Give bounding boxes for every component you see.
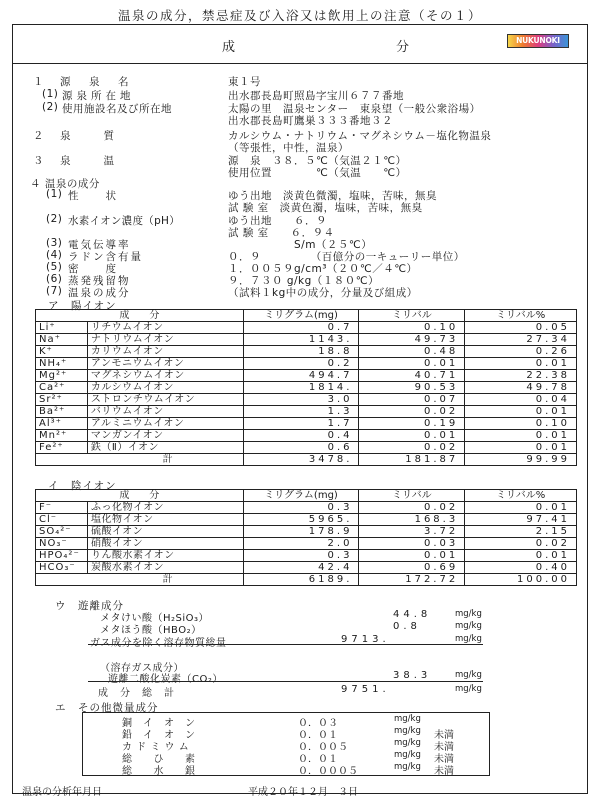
- mg-value: 0.7: [243, 322, 359, 334]
- mval-value: 0.01: [359, 430, 465, 442]
- table-row: [36, 346, 577, 358]
- ion-symbol: Mn²⁺: [36, 430, 88, 442]
- mval-pct-value: 0.01: [465, 442, 577, 454]
- ion-name: カリウムイオン: [87, 346, 243, 358]
- item-label: 泉 温: [60, 155, 118, 167]
- trace-unit: mg/kg: [394, 762, 421, 772]
- mval-value: 40.71: [359, 370, 465, 382]
- mg-value: 0.4: [243, 430, 359, 442]
- total-mg: 6189.: [243, 574, 359, 586]
- ion-symbol: Fe²⁺: [36, 442, 88, 454]
- table-row: [36, 514, 577, 526]
- ion-name: ナトリウムイオン: [87, 334, 243, 346]
- composition-value: S/m（２５℃）: [228, 239, 373, 251]
- header-mval-pct: ミリバル%: [465, 490, 577, 502]
- total-mval-pct: 99.99: [465, 454, 577, 466]
- header-mval: ミリバル: [359, 490, 465, 502]
- gas-underline: [88, 681, 483, 682]
- mval-value: 0.69: [359, 562, 465, 574]
- composition-no: (7): [46, 285, 63, 297]
- table-row: [36, 394, 577, 406]
- mval-pct-value: 0.10: [465, 418, 577, 430]
- ion-symbol: HCO₃⁻: [36, 562, 88, 574]
- mg-value: 18.8: [243, 346, 359, 358]
- mg-value: 1143.: [243, 334, 359, 346]
- header-text: [222, 36, 412, 55]
- item-label: 源泉所在地: [62, 90, 135, 102]
- cation-title: ア 陽イオン: [48, 300, 117, 312]
- item-value: カルシウム・ナトリウム・マグネシウム－塩化物温泉: [228, 130, 492, 142]
- free-underline: [88, 644, 483, 645]
- footer-label: 温泉の分析年月日: [22, 787, 102, 798]
- trace-note: 未満: [434, 742, 454, 753]
- table-row: [36, 322, 577, 334]
- header-left: 成: [222, 40, 238, 55]
- anion-table: [35, 489, 577, 586]
- free-label: ガス成分を除く溶存物質総量: [90, 638, 227, 649]
- mval-pct-value: 0.01: [465, 430, 577, 442]
- table-row: [36, 334, 577, 346]
- item-value: （等張性，中性，温泉）: [228, 142, 349, 154]
- mval-pct-value: 0.04: [465, 394, 577, 406]
- composition-no: (3): [46, 237, 63, 249]
- trace-value: ０．００５: [298, 742, 348, 753]
- mg-value: 5965.: [243, 514, 359, 526]
- mval-value: 0.10: [359, 322, 465, 334]
- item-label: 使用施設名及び所在地: [62, 103, 172, 115]
- header-component: 成 分: [36, 310, 244, 322]
- total-row: [36, 454, 577, 466]
- ion-symbol: Ba²⁺: [36, 406, 88, 418]
- gas-unit: mg/kg: [455, 670, 482, 680]
- composition-value: 試 験 室 淡黄色濁，塩味，苦味，無臭: [228, 202, 423, 214]
- free-unit: mg/kg: [455, 621, 482, 631]
- item-value: 使用位置 ℃（気温 ℃）: [228, 167, 407, 179]
- mval-pct-value: 0.02: [465, 538, 577, 550]
- gas-label: 遊離二酸化炭素（CO₂）: [108, 674, 223, 685]
- item-value: 太陽の里 温泉センター 東泉望（一般公衆浴場）: [228, 103, 481, 115]
- trace-note: 未満: [434, 766, 454, 777]
- total-mval-pct: 100.00: [465, 574, 577, 586]
- ion-symbol: Cl⁻: [36, 514, 88, 526]
- table-header: [36, 310, 577, 322]
- table-row: [36, 526, 577, 538]
- ion-symbol: Na⁺: [36, 334, 88, 346]
- mval-value: 0.19: [359, 418, 465, 430]
- header-mval: ミリバル: [359, 310, 465, 322]
- item-label: 泉 質: [60, 130, 118, 142]
- ion-symbol: K⁺: [36, 346, 88, 358]
- total-label: 計: [36, 454, 244, 466]
- trace-unit: mg/kg: [394, 714, 421, 724]
- trace-value: ０．０３: [298, 718, 338, 729]
- composition-value: ゆう出地 ６．９: [228, 215, 327, 227]
- ion-name: アンモニウムイオン: [87, 358, 243, 370]
- mval-pct-value: 27.34: [465, 334, 577, 346]
- total-value: 9751.: [341, 684, 390, 695]
- composition-label: 水素イオン濃度（pH）: [68, 215, 181, 227]
- ion-name: アルミニウムイオン: [87, 418, 243, 430]
- free-value: 0.8: [393, 621, 421, 632]
- mg-value: 178.9: [243, 526, 359, 538]
- mval-pct-value: 97.41: [465, 514, 577, 526]
- trace-value: ０．０００５: [298, 766, 358, 777]
- composition-value: １．００５９g/cm³（２０℃／４℃）: [228, 263, 418, 275]
- page-title: 温泉の成分，禁忌症及び入浴又は飲用上の注意（その１）: [117, 8, 482, 23]
- composition-label: 蒸発残留物: [68, 275, 131, 287]
- ion-name: ふっ化物イオン: [87, 502, 243, 514]
- table-row: [36, 430, 577, 442]
- free-title: ウ 遊離成分: [55, 600, 124, 612]
- ion-symbol: Al³⁺: [36, 418, 88, 430]
- composition-no: (6): [46, 273, 63, 285]
- ion-symbol: SO₄²⁻: [36, 526, 88, 538]
- table-header: [36, 490, 577, 502]
- mval-value: 3.72: [359, 526, 465, 538]
- table-row: [36, 358, 577, 370]
- ion-symbol: NH₄⁺: [36, 358, 88, 370]
- mg-value: 1.3: [243, 406, 359, 418]
- mg-value: 1.7: [243, 418, 359, 430]
- mg-value: 494.7: [243, 370, 359, 382]
- mval-value: 49.73: [359, 334, 465, 346]
- gas-value: 38.3: [393, 670, 432, 681]
- item-no: (2): [42, 101, 59, 113]
- mval-pct-value: 0.01: [465, 358, 577, 370]
- composition-value: 試 験 室 ６．９４: [228, 227, 335, 239]
- composition-label: 密 度: [68, 263, 118, 275]
- composition-label: 電気伝導率: [68, 239, 131, 251]
- ion-name: リチウムイオン: [87, 322, 243, 334]
- item-no: (1): [42, 88, 59, 100]
- composition-no: (2): [46, 213, 63, 225]
- other-title: エ その他微量成分: [55, 702, 159, 714]
- trace-label: 銅 イ オ ン: [122, 718, 196, 729]
- table-row: [36, 418, 577, 430]
- free-unit: mg/kg: [455, 609, 482, 619]
- header-component: 成 分: [36, 490, 244, 502]
- table-row: [36, 538, 577, 550]
- item-value: 東１号: [228, 76, 261, 88]
- ion-name: マンガンイオン: [87, 430, 243, 442]
- table-row: [36, 562, 577, 574]
- composition-label: 性 状: [68, 190, 118, 202]
- mval-value: 0.02: [359, 442, 465, 454]
- trace-label: 鉛 イ オ ン: [122, 730, 196, 741]
- composition-value: ９．７３０ g/kg（１８０℃）: [228, 275, 380, 287]
- total-mg: 3478.: [243, 454, 359, 466]
- mval-pct-value: 0.40: [465, 562, 577, 574]
- total-mval: 172.72: [359, 574, 465, 586]
- mg-value: 2.0: [243, 538, 359, 550]
- trace-label: カ ド ミ ウ ム: [122, 742, 190, 753]
- header-mg: ミリグラム(mg): [243, 490, 359, 502]
- ion-symbol: Li⁺: [36, 322, 88, 334]
- free-label: メタけい酸（H₂SiO₃）: [100, 613, 210, 624]
- trace-note: 未満: [434, 754, 454, 765]
- mval-pct-value: 0.01: [465, 502, 577, 514]
- composition-value: ゆう出地 淡黄色微濁，塩味，苦味，無臭: [228, 190, 437, 202]
- ion-name: りん酸水素イオン: [87, 550, 243, 562]
- mval-value: 0.01: [359, 358, 465, 370]
- total-label: 成 分 総 計: [98, 688, 175, 699]
- table-row: [36, 442, 577, 454]
- ion-symbol: F⁻: [36, 502, 88, 514]
- ion-name: カルシウムイオン: [87, 382, 243, 394]
- ion-name: ストロンチウムイオン: [87, 394, 243, 406]
- composition-label: 温泉の成分: [68, 287, 131, 299]
- trace-note: 未満: [434, 730, 454, 741]
- mval-value: 168.3: [359, 514, 465, 526]
- trace-label: 総 水 銀: [122, 766, 196, 777]
- mg-value: 42.4: [243, 562, 359, 574]
- composition-label: ラドン含有量: [68, 251, 143, 263]
- ion-symbol: Mg²⁺: [36, 370, 88, 382]
- free-label: メタほう酸（HBO₂）: [100, 625, 202, 636]
- table-row: [36, 382, 577, 394]
- table-row: [36, 370, 577, 382]
- trace-value: ０．０１: [298, 754, 338, 765]
- ion-symbol: Ca²⁺: [36, 382, 88, 394]
- total-label: 計: [36, 574, 244, 586]
- footer-date: 平成２０年１２月 ３日: [248, 787, 358, 798]
- ion-name: 塩化物イオン: [87, 514, 243, 526]
- trace-value: ０．０１: [298, 730, 338, 741]
- mval-value: 0.48: [359, 346, 465, 358]
- mg-value: 1814.: [243, 382, 359, 394]
- ion-symbol: NO₃⁻: [36, 538, 88, 550]
- mval-pct-value: 2.15: [465, 526, 577, 538]
- trace-unit: mg/kg: [394, 750, 421, 760]
- total-unit: mg/kg: [455, 684, 482, 694]
- mval-pct-value: 49.78: [465, 382, 577, 394]
- mg-value: 0.3: [243, 550, 359, 562]
- header-mval-pct: ミリバル%: [465, 310, 577, 322]
- header-mg: ミリグラム(mg): [243, 310, 359, 322]
- free-value: 44.8: [393, 609, 432, 620]
- ion-symbol: HPO₄²⁻: [36, 550, 88, 562]
- ion-name: 硫酸イオン: [87, 526, 243, 538]
- free-unit: mg/kg: [455, 634, 482, 644]
- anion-title: イ 陰イオン: [48, 480, 117, 492]
- gas-title: （溶存ガス成分）: [100, 663, 184, 674]
- brand-badge: NUKUNOKI: [507, 34, 569, 48]
- header-right: 分: [396, 40, 412, 55]
- total-row: [36, 574, 577, 586]
- mval-pct-value: 0.01: [465, 550, 577, 562]
- mval-pct-value: 0.01: [465, 406, 577, 418]
- mval-value: 90.53: [359, 382, 465, 394]
- item-value: 出水郡長島町鷹巣３３３番地３２: [228, 115, 393, 127]
- mg-value: 3.0: [243, 394, 359, 406]
- ion-name: 炭酸水素イオン: [87, 562, 243, 574]
- item-value: 源 泉 ３８．５℃（気温２１℃）: [228, 155, 407, 167]
- table-row: [36, 406, 577, 418]
- cation-table: [35, 309, 577, 466]
- item-label: 源 泉 名: [60, 76, 133, 88]
- mval-value: 0.03: [359, 538, 465, 550]
- mval-value: 0.02: [359, 406, 465, 418]
- composition-no: (4): [46, 249, 63, 261]
- composition-no: (5): [46, 261, 63, 273]
- composition-value: ０．９ （百億分の一キューリー単位）: [228, 251, 465, 263]
- mval-pct-value: 0.05: [465, 322, 577, 334]
- ion-name: マグネシウムイオン: [87, 370, 243, 382]
- item-no: ２: [33, 130, 44, 142]
- trace-label: 総 ひ 素: [122, 754, 196, 765]
- header-row: [12, 24, 588, 64]
- composition-no: (1): [46, 188, 63, 200]
- ion-name: 鉄（Ⅱ）イオン: [87, 442, 243, 454]
- total-mval: 181.87: [359, 454, 465, 466]
- trace-unit: mg/kg: [394, 738, 421, 748]
- mval-value: 0.01: [359, 550, 465, 562]
- ion-symbol: Sr²⁺: [36, 394, 88, 406]
- item-no: ３: [33, 155, 44, 167]
- ion-name: バリウムイオン: [87, 406, 243, 418]
- mg-value: 0.6: [243, 442, 359, 454]
- composition-heading: ４ 温泉の成分: [30, 178, 100, 190]
- table-row: [36, 550, 577, 562]
- mval-value: 0.02: [359, 502, 465, 514]
- mval-pct-value: 22.38: [465, 370, 577, 382]
- trace-unit: mg/kg: [394, 726, 421, 736]
- mg-value: 0.3: [243, 502, 359, 514]
- free-value: 9713.: [341, 634, 390, 645]
- table-row: [36, 502, 577, 514]
- mg-value: 0.2: [243, 358, 359, 370]
- mval-value: 0.07: [359, 394, 465, 406]
- mval-pct-value: 0.26: [465, 346, 577, 358]
- composition-value: （試料１kg中の成分，分量及び組成）: [228, 287, 418, 299]
- item-value: 出水郡長島町照島字宝川６７７番地: [228, 90, 404, 102]
- ion-name: 硝酸イオン: [87, 538, 243, 550]
- item-no: １: [33, 76, 44, 88]
